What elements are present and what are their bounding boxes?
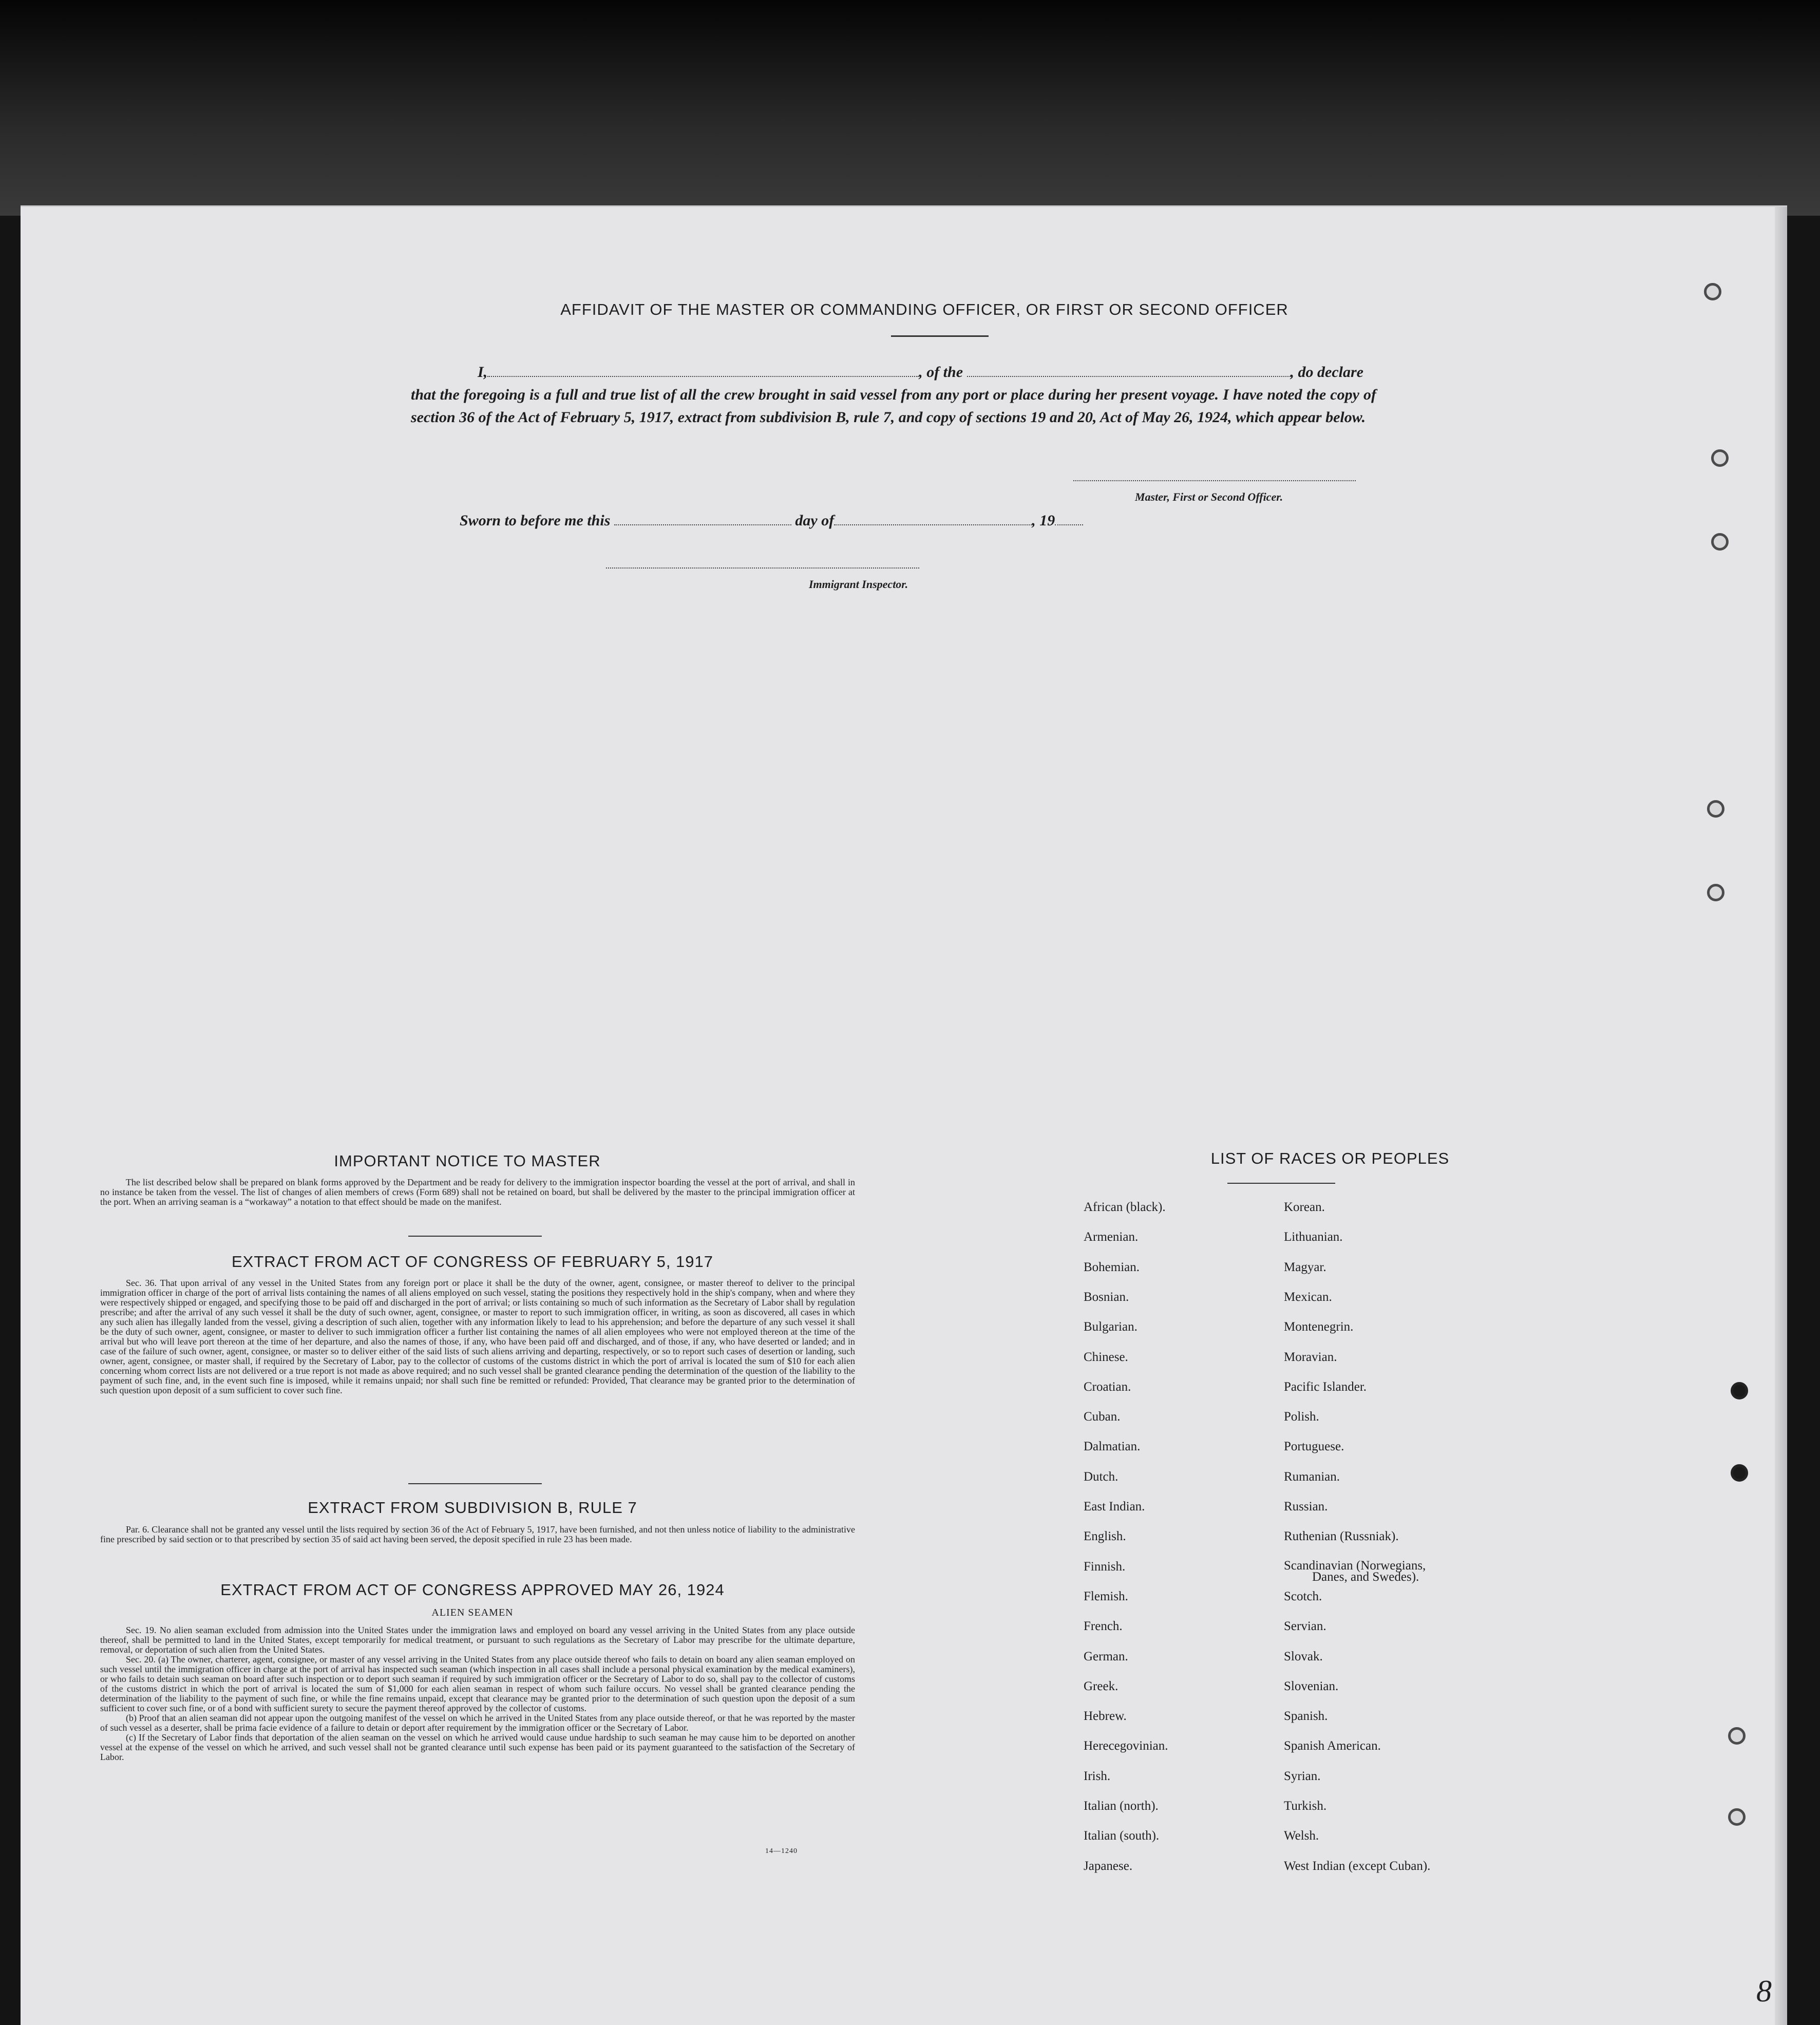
- race-item: Portuguese.: [1284, 1440, 1344, 1454]
- race-item: East Indian.: [1084, 1500, 1145, 1513]
- race-item: Scandinavian (Norwegians, Danes, and Swedes).: [1284, 1558, 1426, 1584]
- race-item: Finnish.: [1084, 1559, 1126, 1574]
- race-item: Spanish American.: [1284, 1739, 1381, 1753]
- race-item: Italian (north).: [1084, 1799, 1159, 1813]
- race-item: Turkish.: [1284, 1799, 1327, 1813]
- race-item: West Indian (except Cuban).: [1284, 1859, 1431, 1873]
- declare-text: , do declare: [1290, 364, 1363, 381]
- declarant-prefix: I,: [478, 364, 488, 381]
- notice-title: IMPORTANT NOTICE TO MASTER: [334, 1152, 601, 1170]
- notice-text-block: [100, 1178, 855, 1207]
- extract-1917-title: EXTRACT FROM ACT OF CONGRESS OF FEBRUARY 5, 1917: [231, 1253, 714, 1271]
- sworn-month-field: [834, 524, 1032, 525]
- race-item: German.: [1084, 1649, 1128, 1663]
- section-19-text: Sec. 19. No alien seaman excluded from admission into the United States under the immigration laws and employed on board any vessel arriving in the United States from any place outside thereof, shall be permitted to land in the United States, except temporarily for medical treatment, or pursuant to such regulations as the Secretary of Labor may prescribe for the ultimate departure, removal, or deportation of such alien from the United States.: [100, 1625, 855, 1655]
- race-item: Moravian.: [1284, 1350, 1337, 1364]
- title-rule: [891, 335, 989, 337]
- inspector-signature-line: [606, 567, 919, 569]
- scan-dark-border: [0, 0, 1820, 216]
- extract-rule7-block: [100, 1525, 855, 1544]
- binding-hole: [1711, 449, 1729, 467]
- binding-hole: [1711, 533, 1729, 551]
- race-item: Welsh.: [1284, 1829, 1319, 1843]
- race-item: Chinese.: [1084, 1350, 1128, 1364]
- race-item: Russian.: [1284, 1500, 1328, 1513]
- affidavit-declaration: [478, 361, 1376, 384]
- sworn-day-field: [614, 524, 791, 525]
- race-item: Polish.: [1284, 1410, 1319, 1424]
- races-title: LIST OF RACES OR PEOPLES: [1210, 1149, 1450, 1167]
- race-item: Spanish.: [1284, 1709, 1328, 1724]
- divider-rule: [408, 1483, 542, 1484]
- race-item: Bulgarian.: [1084, 1320, 1138, 1334]
- binding-hole: [1728, 1808, 1746, 1826]
- extract-1924-title: EXTRACT FROM ACT OF CONGRESS APPROVED MAY 26, 1924: [220, 1581, 725, 1599]
- sworn-year-field: [1055, 524, 1083, 525]
- affidavit-title: AFFIDAVIT OF THE MASTER OR COMMANDING OFFICER, OR FIRST OR SECOND OFFICER: [560, 300, 1288, 318]
- section-20b-text: (b) Proof that an alien seaman did not appear upon the outgoing manifest of the vessel on which he arrived in the United States from any place outside thereof, or that he was reported by the master of such vessel as a deserter, shall be prima facie evidence of a failure to detain or deport after requirement by the immigration officer or the Secretary of Labor.: [100, 1713, 855, 1733]
- binding-hole: [1707, 800, 1724, 818]
- declarant-name-field: [487, 376, 919, 377]
- master-caption: Master, First or Second Officer.: [1135, 490, 1283, 503]
- day-of-text: day of: [795, 512, 835, 529]
- race-item: Dalmatian.: [1084, 1440, 1141, 1454]
- race-item: Slovak.: [1284, 1649, 1323, 1663]
- race-item: Ruthenian (Russniak).: [1284, 1529, 1399, 1544]
- sworn-text: Sworn to before me this: [460, 512, 611, 529]
- race-item: Flemish.: [1084, 1589, 1128, 1603]
- alien-seamen-subtitle: ALIEN SEAMEN: [431, 1607, 514, 1618]
- race-item: Magyar.: [1284, 1260, 1326, 1274]
- inspector-caption: Immigrant Inspector.: [809, 578, 908, 591]
- form-number: 14—1240: [765, 1847, 798, 1855]
- form-page: [21, 205, 1787, 2025]
- race-item: Scotch.: [1284, 1589, 1322, 1603]
- race-item: Herecegovinian.: [1084, 1739, 1168, 1753]
- race-item: Mexican.: [1284, 1290, 1332, 1304]
- binding-hole: [1731, 1382, 1748, 1399]
- binding-hole: [1731, 1464, 1748, 1482]
- race-item: Cuban.: [1084, 1410, 1121, 1424]
- binding-hole: [1728, 1727, 1746, 1745]
- race-item: Irish.: [1084, 1769, 1111, 1783]
- year-prefix: , 19: [1032, 512, 1055, 529]
- master-signature-line: [1073, 480, 1356, 481]
- race-item: Syrian.: [1284, 1769, 1321, 1783]
- section-20c-text: (c) If the Secretary of Labor finds that deportation of the alien seaman on the vessel on which he arrived would cause undue hardship to such seaman he may cause him to be deported on another vessel at the expense of the vessel on which he arrived, and such vessel shall not be granted clearance until such expense has been paid or its payment guaranteed to the satisfaction of the Secretary of Labor.: [100, 1732, 855, 1762]
- extract-1917-block: [100, 1278, 855, 1395]
- race-item: Korean.: [1284, 1200, 1325, 1214]
- race-item: African (black).: [1084, 1200, 1166, 1214]
- extract-rule7-title: EXTRACT FROM SUBDIVISION B, RULE 7: [308, 1499, 637, 1517]
- page-edge: [1775, 207, 1787, 2025]
- race-item: Pacific Islander.: [1284, 1379, 1367, 1394]
- race-item: Slovenian.: [1284, 1679, 1339, 1693]
- notice-text: The list described below shall be prepared on blank forms approved by the Department and be ready for delivery to the immigration inspector boarding the vessel at the port of arrival, and shall in no instance be taken from the vessel. The list of changes of alien members of crews (Form 689) shall not be retained on board, but shall be delivered by the master to the principal immigration officer at the port. When an arriving seaman is a “workaway” a notation to that effect should be made on the manifest.: [100, 1177, 855, 1207]
- races-title-rule: [1227, 1183, 1335, 1184]
- race-item: Japanese.: [1084, 1859, 1133, 1873]
- race-item: Greek.: [1084, 1679, 1118, 1693]
- race-item: Hebrew.: [1084, 1709, 1127, 1724]
- race-item: Rumanian.: [1284, 1469, 1340, 1484]
- race-item: Montenegrin.: [1284, 1320, 1354, 1334]
- race-item: Bosnian.: [1084, 1290, 1129, 1304]
- race-item: Bohemian.: [1084, 1260, 1140, 1274]
- affidavit-body: that the foregoing is a full and true list of all the crew brought in said vessel from any port or place during her present voyage. I have noted the copy of section 36 of the Act of February 5, 1917, extract from subdivision B, rule 7, and copy of sections 19 and 20, Act of May 26, 1924, which appear below.: [411, 386, 1376, 426]
- race-item: Armenian.: [1084, 1230, 1139, 1244]
- race-item: Dutch.: [1084, 1469, 1118, 1484]
- vessel-name-field: [967, 376, 1291, 377]
- binding-hole: [1704, 283, 1721, 300]
- sworn-line: [460, 512, 1083, 529]
- section-36-text: Sec. 36. That upon arrival of any vessel in the United States from any foreign port or place it shall be the duty of the owner, agent, consignee, or master thereof to deliver to the principal immigration officer in charge of the port of arrival lists containing the names of all aliens employed on such vessel, stating the positions they respectively hold in the ship's company, when and where they were respectively shipped or engaged, and specifying those to be paid off and discharged in the port of arrival; or lists containing so much of such information as the Secretary of Labor shall by regulation prescribe; and after the arrival of any such vessel it shall be the duty of such owner, agent, consignee, or master to report to such immigration officer, in writing, as soon as discovered, all cases in which any such alien has illegally landed from the vessel, giving a description of such alien, together with any information likely to lead to his apprehension; and before the departure of any such vessel it shall be the duty of such owner, agent, consignee, or master to deliver to such immigration officer a further list containing the names of all alien employees who were not employed thereon at the time of the arrival but who will leave port thereon at the time of her departure, and also the names of those, if any, who have been paid off and discharged, and of those, if any, who have deserted or landed; and in case of the failure of such owner, agent, consignee, or master so to deliver either of the said lists of such aliens arriving and departing, respectively, or so to report such cases of desertion or landing, such owner, agent, consignee, or master shall, if required by the Secretary of Labor, pay to the collector of customs of the customs district in which the port of arrival is located the sum of $10 for each alien concerning whom correct lists are not delivered or a true report is not made as above required; and no such vessel shall be granted clearance pending the determination of the question of the liability to the payment of such fine, and, in the event such fine is imposed, while it remains unpaid; nor shall such fine be remitted or refunded: Provided, That clearance may be granted prior to the determination of such question upon deposit of a sum sufficient to cover such fine.: [100, 1278, 855, 1395]
- vessel-prefix: , of the: [919, 364, 963, 381]
- race-item: Lithuanian.: [1284, 1230, 1343, 1244]
- race-item: Croatian.: [1084, 1379, 1131, 1394]
- race-item: English.: [1084, 1529, 1126, 1544]
- binding-hole: [1707, 884, 1724, 901]
- race-item: French.: [1084, 1619, 1123, 1634]
- declaration-line: [478, 361, 1376, 384]
- handwritten-page-mark: 8: [1756, 1974, 1772, 2008]
- race-item: Servian.: [1284, 1619, 1326, 1634]
- divider-rule: [408, 1236, 542, 1237]
- section-20a-text: Sec. 20. (a) The owner, charterer, agent, consignee, or master of any vessel arriving in the United States from any place outside thereof who fails to detain on board any alien seaman employed on such vessel until the immigration officer in charge at the port of arrival has inspected such seaman (which inspection in all cases shall include a personal physical examination by the medical examiners), or who fails to detain such seaman on board after such inspection or to deport such seaman if required by such immigration officer or the Secretary of Labor to do so, shall pay to the collector of customs of the customs district in which the port of arrival is located the sum of $1,000 for each alien seaman in respect of whom such failure occurs. No vessel shall be granted clearance pending the determination of the liability to the payment of such fine, or while the fine remains unpaid, except that clearance may be granted prior to the determination of such question upon the deposit of a sum sufficient to cover such fine, or of a bond with sufficient surety to secure the payment thereof approved by the collector of customs.: [100, 1654, 855, 1713]
- extract-1924-block: [100, 1625, 855, 1762]
- paragraph-6-text: Par. 6. Clearance shall not be granted any vessel until the lists required by section 36 of the Act of February 5, 1917, have been furnished, and not then unless notice of liability to the administrative fine prescribed by said section or to that prescribed by section 35 of said act having been served, the deposit specified in rule 23 has been made.: [100, 1524, 855, 1544]
- race-item: Italian (south).: [1084, 1829, 1160, 1843]
